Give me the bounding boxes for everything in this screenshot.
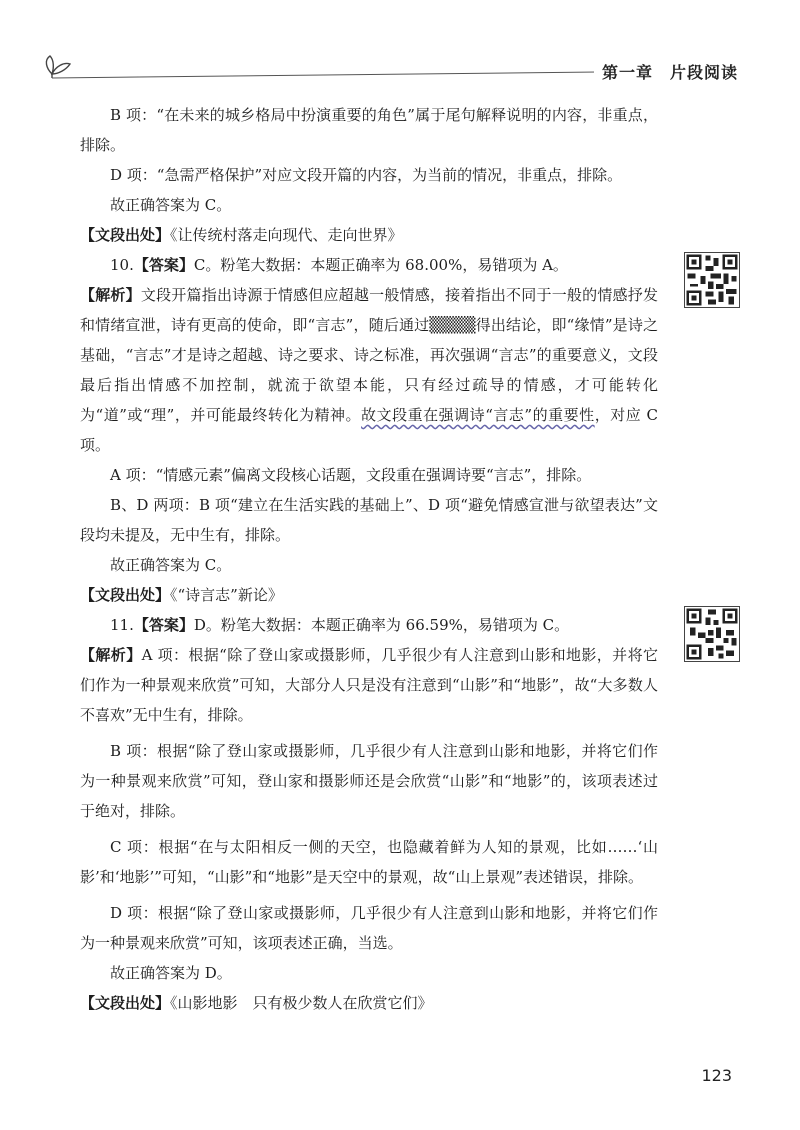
question-10-answer (80, 250, 658, 280)
chapter-title: 第一章 片段阅读 (594, 60, 738, 83)
analysis-tag: 【解析】 (80, 286, 141, 304)
source-text: 《山影地影 只有极少数人在欣赏它们》 (170, 994, 433, 1012)
page-number: 123 (701, 1066, 732, 1085)
analysis-text: 文段开篇指出诗源于情感但应超越一般情感，接着指出不同于一般的情感抒发和情绪宣泄，诗有更高的使命，即“言志”，随后通过▒▒▒▒得出结论，即“缘情”是诗之基础，“言志”才是诗之超越、诗之要求、诗之标准，再次强调“言志”的重要意义，文段最后指出情感不加控制，就流于欲望本能，只有经过疏导的情感，才可能转化为“道”或“理”，并可能最终转化为精神。 (80, 286, 658, 424)
question-11-answer (80, 610, 658, 640)
question-11-final: 故正确答案为 D。 (110, 964, 232, 982)
analysis-emphasis: 故文段重在强调诗“言志”的重要性 (361, 406, 595, 424)
paragraph-d-option: D 项：“急需严格保护”对应文段开篇的内容，为当前的情况，非重点，排除。 (110, 166, 623, 184)
analysis-text: A 项：根据“除了登山家或摄影师，几乎很少有人注意到山影和地影，并将它们作为一种景观来欣赏”可知，大部分人只是没有注意到“山影”和“地影”，故“大多数人不喜欢”无中生有，排除。 (80, 646, 658, 724)
source-9 (80, 220, 658, 250)
answer-text: C。粉笔大数据：本题正确率为 68.00%，易错项为 A。 (193, 256, 568, 274)
question-10-final: 故正确答案为 C。 (110, 556, 232, 574)
source-tag: 【文段出处】 (80, 226, 171, 244)
answer-text: D。粉笔大数据：本题正确率为 66.59%，易错项为 C。 (193, 616, 570, 634)
answer-tag: 【答案】 (133, 256, 194, 274)
source-11 (80, 988, 658, 1018)
source-tag: 【文段出处】 (80, 994, 171, 1012)
paragraph-b-option: B 项：“在未来的城乡格局中扮演重要的角色”属于尾句解释说明的内容，非重点，排除。 (80, 106, 658, 154)
source-tag: 【文段出处】 (80, 586, 171, 604)
qr-code-icon[interactable] (684, 252, 740, 308)
question-11-option-a (80, 640, 658, 730)
analysis-tag: 【解析】 (80, 646, 142, 664)
question-number: 10. (110, 256, 134, 274)
question-10-option-a: A 项：“情感元素”偏离文段核心话题，文段重在强调诗要“言志”，排除。 (110, 466, 592, 484)
source-10 (80, 580, 658, 610)
page-content (80, 100, 658, 1018)
question-11-option-d: D 项：根据“除了登山家或摄影师，几乎很少有人注意到山影和地影，并将它们作为一种景观来欣赏”可知，该项表述正确，当选。 (80, 904, 658, 952)
question-11-option-c: C 项：根据“在与太阳相反一侧的天空，也隐藏着鲜为人知的景观，比如……‘山影’和‘地影’”可知，“山影”和“地影”是天空中的景观，故“山上景观”表述错误，排除。 (80, 838, 658, 886)
source-text: 《“诗言志”新论》 (170, 586, 283, 604)
question-11-option-b: B 项：根据“除了登山家或摄影师，几乎很少有人注意到山影和地影，并将它们作为一种景观来欣赏”可知，登山家和摄影师还是会欣赏“山影”和“地影”的，该项表述过于绝对，排除。 (80, 742, 658, 820)
question-number: 11. (110, 616, 134, 634)
source-text: 《让传统村落走向现代、走向世界》 (170, 226, 403, 244)
question-10-analysis (80, 280, 658, 460)
page-header (38, 50, 738, 84)
paragraph-answer-9: 故正确答案为 C。 (110, 196, 232, 214)
question-10-option-bd: B、D 两项：B 项“建立在生活实践的基础上”、D 项“避免情感宣泄与欲望表达”文段均未提及，无中生有，排除。 (80, 496, 658, 544)
analysis-end: ，对应 C 项。 (80, 406, 659, 454)
qr-code-icon[interactable] (684, 606, 740, 662)
answer-tag: 【答案】 (133, 616, 194, 634)
